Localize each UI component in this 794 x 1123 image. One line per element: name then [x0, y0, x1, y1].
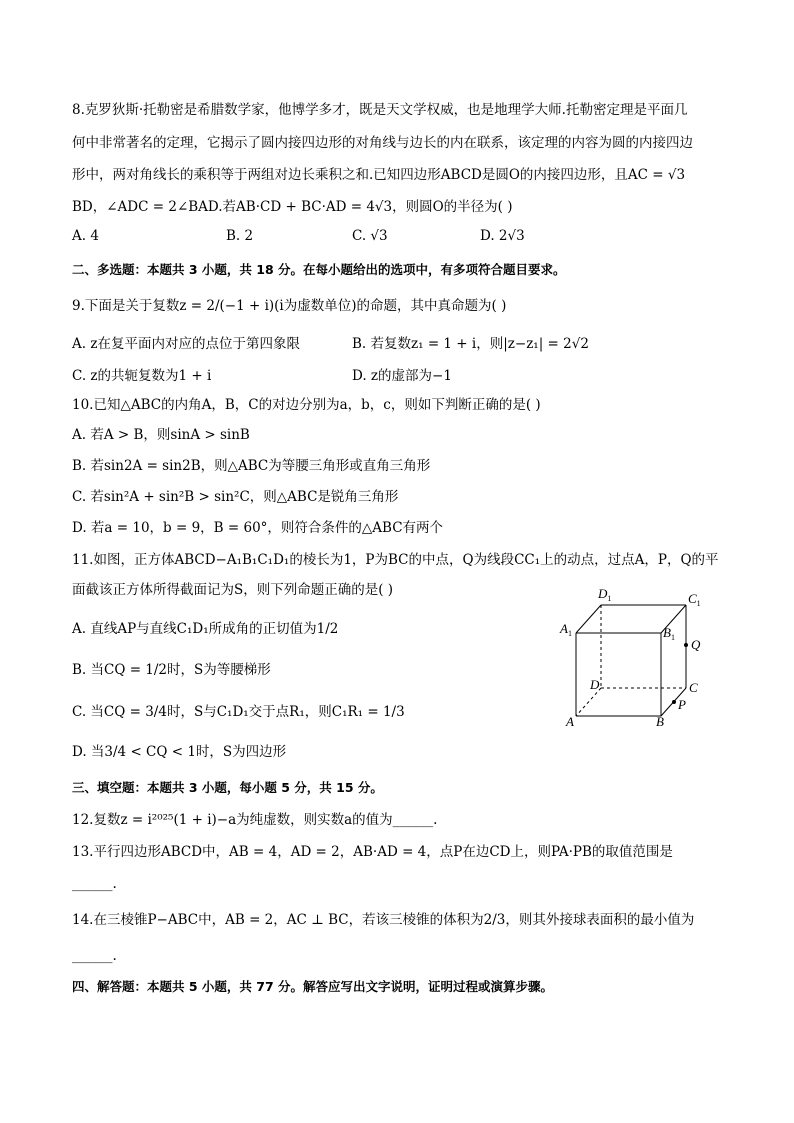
q13-line-1: 13.平行四边形ABCD中，AB = 4，AD = 2，AB·AD = 4，点P在边CD上，则PA·PB的取值范围是	[72, 844, 673, 860]
q13-line-2: ______.	[72, 876, 117, 892]
q14-line-2: ______.	[72, 948, 117, 964]
q10-option-c: C. 若sin²A + sin²B > sin²C，则△ABC是锐角三角形	[72, 489, 399, 505]
label-b: B	[656, 714, 664, 729]
label-d1: $D_1$	[598, 586, 612, 603]
q10-option-b: B. 若sin2A = sin2B，则△ABC为等腰三角形或直角三角形	[72, 458, 431, 474]
q9-option-b: B. 若复数z₁ = 1 + i，则|z−z₁| = 2√2	[352, 336, 589, 352]
label-c1: $C_1$	[688, 591, 701, 608]
label-a1: $A_1$	[560, 621, 572, 638]
q8-line-1: 8.克罗狄斯·托勒密是希腊数学家，他博学多才，既是天文学权威，也是地理学大师.托勒密定理是平面几	[72, 102, 688, 118]
q11-line-1: 11.如图，正方体ABCD−A₁B₁C₁D₁的棱长为1，P为BC的中点，Q为线段CC₁上的动点，过点A，P，Q的平	[72, 552, 719, 568]
q10-option-d: D. 若a = 10，b = 9，B = 60°，则符合条件的△ABC有两个	[72, 520, 444, 536]
label-d: D	[590, 677, 600, 692]
q9-stem: 9.下面是关于复数z = 2/(−1 + i)(i为虚数单位)的命题，其中真命题为( )	[72, 298, 507, 314]
section-4-heading: 四、解答题：本题共 5 小题，共 77 分。解答应写出文字说明，证明过程或演算步骤。	[72, 979, 554, 994]
section-2-heading: 二、多选题：本题共 3 小题，共 18 分。在每小题给出的选项中，有多项符合题目要求。	[72, 262, 566, 277]
label-p: P	[678, 697, 686, 712]
q9-option-d: D. z的虚部为−1	[352, 368, 452, 384]
edge-d1a1	[576, 605, 601, 633]
q11-option-c: C. 当CQ = 3/4时，S与C₁D₁交于点R₁，则C₁R₁ = 1/3	[72, 704, 405, 720]
q8-option-d: D. 2√3	[480, 228, 525, 244]
q12-text: 12.复数z = i²⁰²⁵(1 + i)−a为纯虚数，则实数a的值为______.	[72, 812, 438, 828]
label-c: C	[689, 680, 698, 695]
q10-option-a: A. 若A > B，则sinA > sinB	[72, 427, 250, 443]
q11-option-a: A. 直线AP与直线C₁D₁所成角的正切值为1/2	[72, 621, 339, 637]
q10-stem: 10.已知△ABC的内角A，B，C的对边分别为a，b，c，则如下判断正确的是( )	[72, 397, 541, 413]
q11-option-d: D. 当3/4 < CQ < 1时，S为四边形	[72, 744, 287, 760]
q8-line-4: BD，∠ADC = 2∠BAD.若AB·CD + BC·AD = 4√3，则圆O的半径为( )	[72, 199, 513, 215]
q8-line-3: 形中，两对角线长的乘积等于两组对边长乘积之和.已知四边形ABCD是圆O的内接四边形，且AC = √3	[72, 167, 686, 183]
label-q: Q	[691, 637, 701, 652]
label-a: A	[566, 714, 574, 729]
point-q	[684, 643, 688, 647]
cube-diagram	[556, 583, 716, 733]
q9-option-a: A. z在复平面内对应的点位于第四象限	[72, 336, 300, 352]
q8-option-c: C. √3	[352, 228, 388, 244]
section-3-heading: 三、填空题：本题共 3 小题，每小题 5 分，共 15 分。	[72, 780, 383, 795]
q8-option-b: B. 2	[226, 228, 254, 244]
label-b1: $B_1$	[663, 625, 675, 642]
q11-option-b: B. 当CQ = 1/2时，S为等腰梯形	[72, 662, 271, 678]
q14-line-1: 14.在三棱锥P−ABC中，AB = 2，AC ⊥ BC，若该三棱锥的体积为2/3，则其外接球表面积的最小值为	[72, 912, 695, 928]
point-p	[672, 700, 676, 704]
q9-option-c: C. z的共轭复数为1 + i	[72, 368, 212, 384]
q11-line-2: 面截该正方体所得截面记为S，则下列命题正确的是( )	[72, 582, 394, 598]
q8-option-a: A. 4	[72, 228, 99, 244]
q8-line-2: 何中非常著名的定理，它揭示了圆内接四边形的对角线与边长的内在联系，该定理的内容为圆的内接四边	[72, 135, 693, 151]
edge-da	[576, 688, 601, 716]
